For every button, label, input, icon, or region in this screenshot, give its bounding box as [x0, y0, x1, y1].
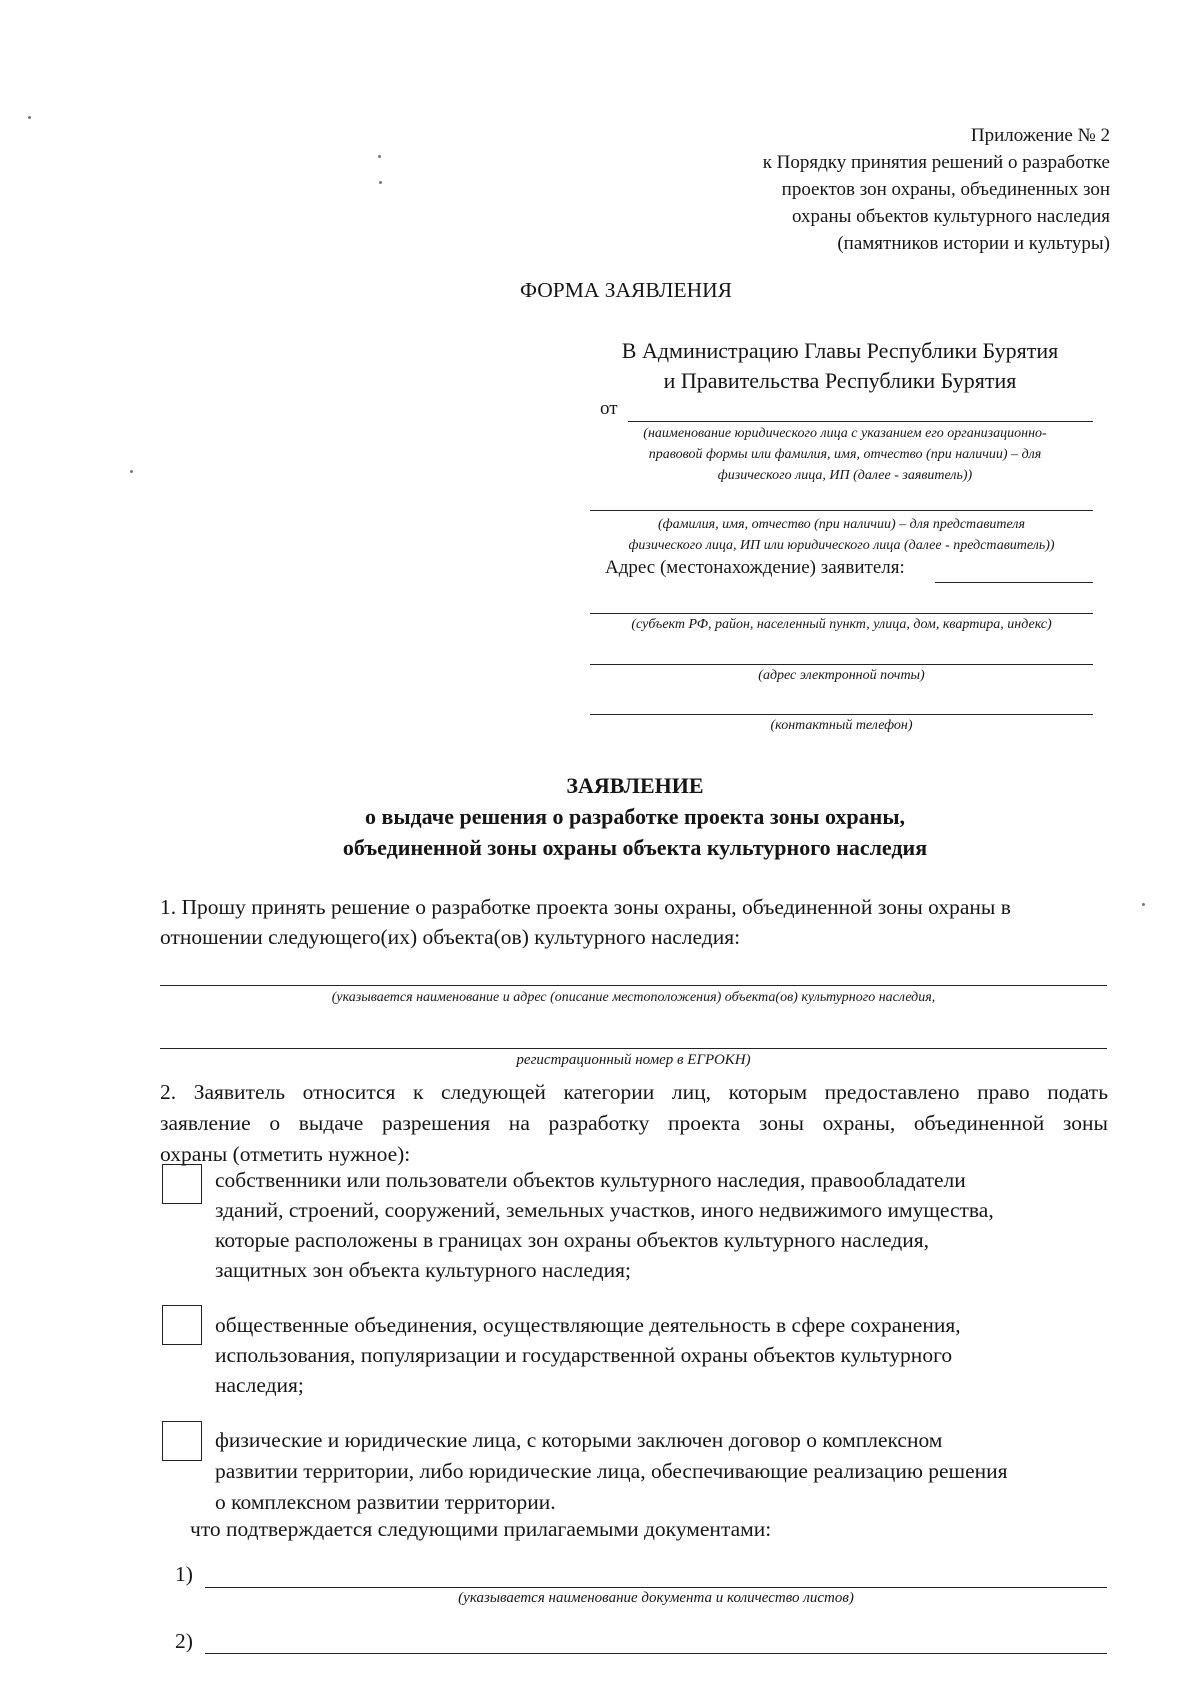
statement-heading	[160, 770, 1110, 863]
from-label: от	[600, 398, 618, 419]
representative-hint	[590, 514, 1093, 556]
option-line: физические и юридические лица, с которыми заключен договор о комплексном	[215, 1428, 943, 1452]
option-line: развитии территории, либо юридические лица, обеспечивающие реализацию решения	[215, 1459, 1008, 1483]
address-field[interactable]	[590, 613, 1093, 614]
statement-subtitle: о выдаче решения о разработке проекта зоны охраны,	[364, 804, 906, 829]
item1-line: отношении следующего(их) объекта(ов) культурного наследия:	[160, 925, 741, 949]
email-field[interactable]	[590, 664, 1093, 665]
option-line: общественные объединения, осуществляющие деятельность в сфере сохранения,	[215, 1313, 961, 1337]
option-checkbox-public-associations[interactable]	[162, 1305, 202, 1345]
option-checkbox-territory-development[interactable]	[162, 1421, 202, 1461]
documents-hint: (указывается наименование документа и количество листов)	[458, 1590, 854, 1606]
option-text-territory-development	[215, 1425, 1008, 1518]
document-1-field[interactable]	[205, 1587, 1107, 1588]
appendix-line: охраны объектов культурного наследия	[792, 206, 1110, 227]
appendix-line: к Порядку принятия решений о разработке	[762, 152, 1110, 173]
option-text-owners	[215, 1165, 994, 1285]
form-title: ФОРМА ЗАЯВЛЕНИЯ	[520, 278, 733, 302]
heritage-object-field[interactable]	[160, 985, 1107, 986]
hint-line: (фамилия, имя, отчество (при наличии) – для представителя	[658, 517, 1025, 532]
option-line: собственники или пользователи объектов культурного наследия, правообладатели	[215, 1168, 966, 1192]
hint-line: правовой формы или фамилия, имя, отчество (при наличии) – для	[648, 447, 1042, 462]
scan-speck	[1142, 903, 1145, 906]
item1-line: 1. Прошу принять решение о разработке проекта зоны охраны, объединенной зоны охраны в	[160, 895, 1011, 919]
addressee-block	[590, 336, 1090, 396]
scan-speck	[379, 181, 382, 184]
phone-hint: (контактный телефон)	[770, 718, 913, 733]
option-line: которые расположены в границах зон охраны объектов культурного наследия,	[215, 1228, 929, 1252]
addressee-line: и Правительства Республики Бурятия	[663, 368, 1017, 393]
option-line: защитных зон объекта культурного наследия;	[215, 1258, 631, 1282]
applicant-hint	[600, 423, 1090, 486]
item2-line: заявление о выдаче разрешения на разработку проекта зоны охраны, объединенной зоны	[160, 1111, 1108, 1135]
option-line: о комплексном развитии территории.	[215, 1490, 556, 1514]
document-2-field[interactable]	[205, 1653, 1107, 1654]
statement-title: ЗАЯВЛЕНИЕ	[566, 773, 704, 798]
appendix-line: Приложение № 2	[970, 125, 1110, 146]
phone-field[interactable]	[590, 714, 1093, 715]
item1-hint: (указывается наименование и адрес (описание местоположения) объекта(ов) культурного наследия,	[331, 990, 936, 1005]
address-label: Адрес (местонахождение) заявителя:	[605, 557, 905, 578]
option-text-public-associations	[215, 1310, 961, 1400]
option-line: наследия;	[215, 1373, 304, 1397]
representative-name-field[interactable]	[590, 510, 1093, 511]
hint-line: физического лица, ИП (далее - заявитель))	[717, 468, 973, 483]
doc-number-1: 1)	[175, 1562, 193, 1586]
applicant-name-field[interactable]	[628, 421, 1093, 422]
hint-line: физического лица, ИП или юридического лица (далее - представитель))	[628, 538, 1055, 553]
appendix-line: проектов зон охраны, объединенных зон	[781, 179, 1110, 200]
statement-subtitle: объединенной зоны охраны объекта культурного наследия	[342, 835, 928, 860]
addressee-line: В Администрацию Главы Республики Бурятия	[621, 338, 1059, 363]
appendix-line: (памятников истории и культуры)	[837, 233, 1110, 254]
option-line: использования, популяризации и государственной охраны объектов культурного	[215, 1343, 953, 1367]
item2-text	[160, 1077, 1108, 1170]
scan-speck	[130, 470, 133, 473]
hint-line: (наименование юридического лица с указанием его организационно-	[643, 426, 1047, 441]
item1-text	[160, 892, 1011, 952]
confirm-text: что подтверждается следующими прилагаемыми документами:	[190, 1517, 772, 1541]
item2-line: охраны (отметить нужное):	[160, 1142, 411, 1166]
appendix-block	[763, 122, 1110, 257]
scan-speck	[28, 116, 31, 119]
address-field-start[interactable]	[935, 582, 1093, 583]
doc-number-2: 2)	[175, 1629, 193, 1653]
email-hint: (адрес электронной почты)	[758, 668, 925, 683]
option-checkbox-owners[interactable]	[162, 1164, 202, 1204]
item2-line: 2. Заявитель относится к следующей категории лиц, которым предоставлено право подать	[160, 1080, 1108, 1104]
item1-hint-2: регистрационный номер в ЕГРОКН)	[516, 1052, 751, 1068]
address-hint: (субъект РФ, район, населенный пункт, улица, дом, квартира, индекс)	[631, 617, 1052, 632]
scan-speck	[378, 155, 381, 158]
option-line: зданий, строений, сооружений, земельных участков, иного недвижимого имущества,	[215, 1198, 994, 1222]
registration-number-field[interactable]	[160, 1048, 1107, 1049]
